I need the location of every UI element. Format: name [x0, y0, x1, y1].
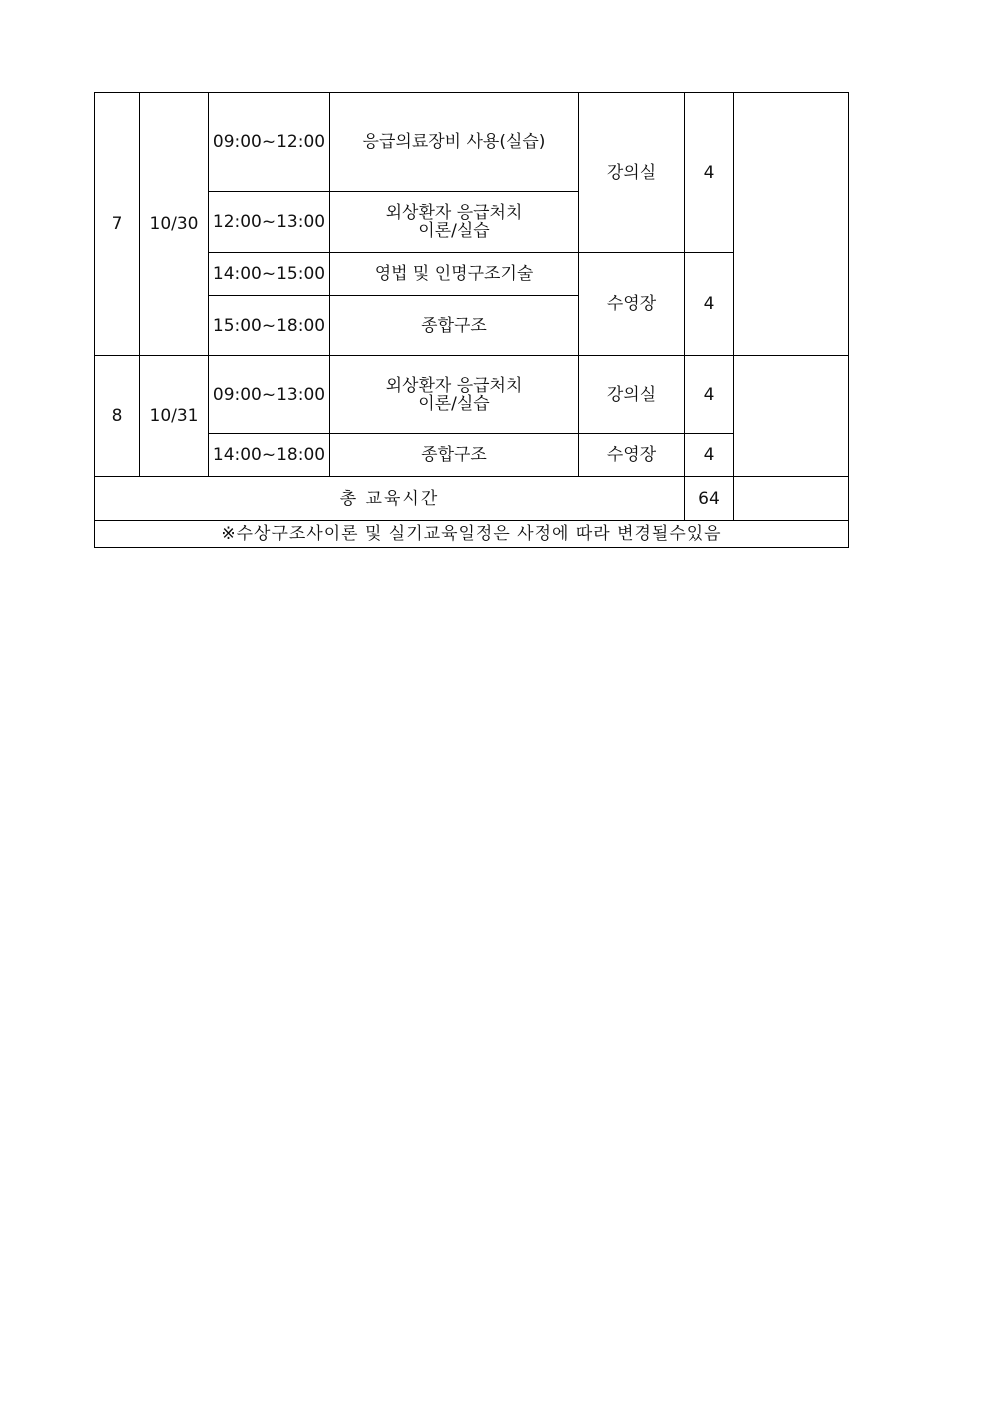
location-cell: 수영장 [579, 434, 685, 477]
hours-cell: 4 [685, 93, 734, 253]
day-number: 8 [95, 356, 140, 477]
table-row [95, 93, 849, 192]
total-label: 총 교육시간 [95, 477, 685, 521]
total-hours: 64 [685, 477, 734, 521]
total-remarks-cell [734, 477, 849, 521]
remarks-cell [734, 356, 849, 477]
total-row [95, 477, 849, 521]
subject-cell: 종합구조 [330, 296, 579, 356]
subject-cell: 종합구조 [330, 434, 579, 477]
time-cell: 14:00~15:00 [209, 253, 330, 296]
date-cell: 10/31 [140, 356, 209, 477]
note-row [95, 521, 849, 548]
remarks-cell [734, 93, 849, 356]
subject-cell [330, 356, 579, 434]
hours-cell: 4 [685, 253, 734, 356]
subject-cell [330, 192, 579, 253]
table-row [95, 356, 849, 434]
day-number: 7 [95, 93, 140, 356]
subject-line: 외상환자 응급처치 [385, 203, 523, 223]
subject-line: 외상환자 응급처치 [385, 375, 523, 396]
subject-line: 이론/실습 [418, 221, 490, 241]
subject-cell: 응급의료장비 사용(실습) [330, 93, 579, 192]
location-cell: 강의실 [579, 93, 685, 253]
schedule-table [94, 92, 849, 548]
time-cell: 14:00~18:00 [209, 434, 330, 477]
subject-line: 이론/실습 [418, 393, 490, 414]
hours-cell: 4 [685, 434, 734, 477]
location-cell: 수영장 [579, 253, 685, 356]
hours-cell: 4 [685, 356, 734, 434]
location-cell: 강의실 [579, 356, 685, 434]
time-cell: 09:00~13:00 [209, 356, 330, 434]
subject-cell: 영법 및 인명구조기술 [330, 253, 579, 296]
time-cell: 12:00~13:00 [209, 192, 330, 253]
time-cell: 15:00~18:00 [209, 296, 330, 356]
date-cell: 10/30 [140, 93, 209, 356]
schedule-note: ※수상구조사이론 및 실기교육일정은 사정에 따라 변경될수있음 [95, 521, 849, 548]
time-cell: 09:00~12:00 [209, 93, 330, 192]
